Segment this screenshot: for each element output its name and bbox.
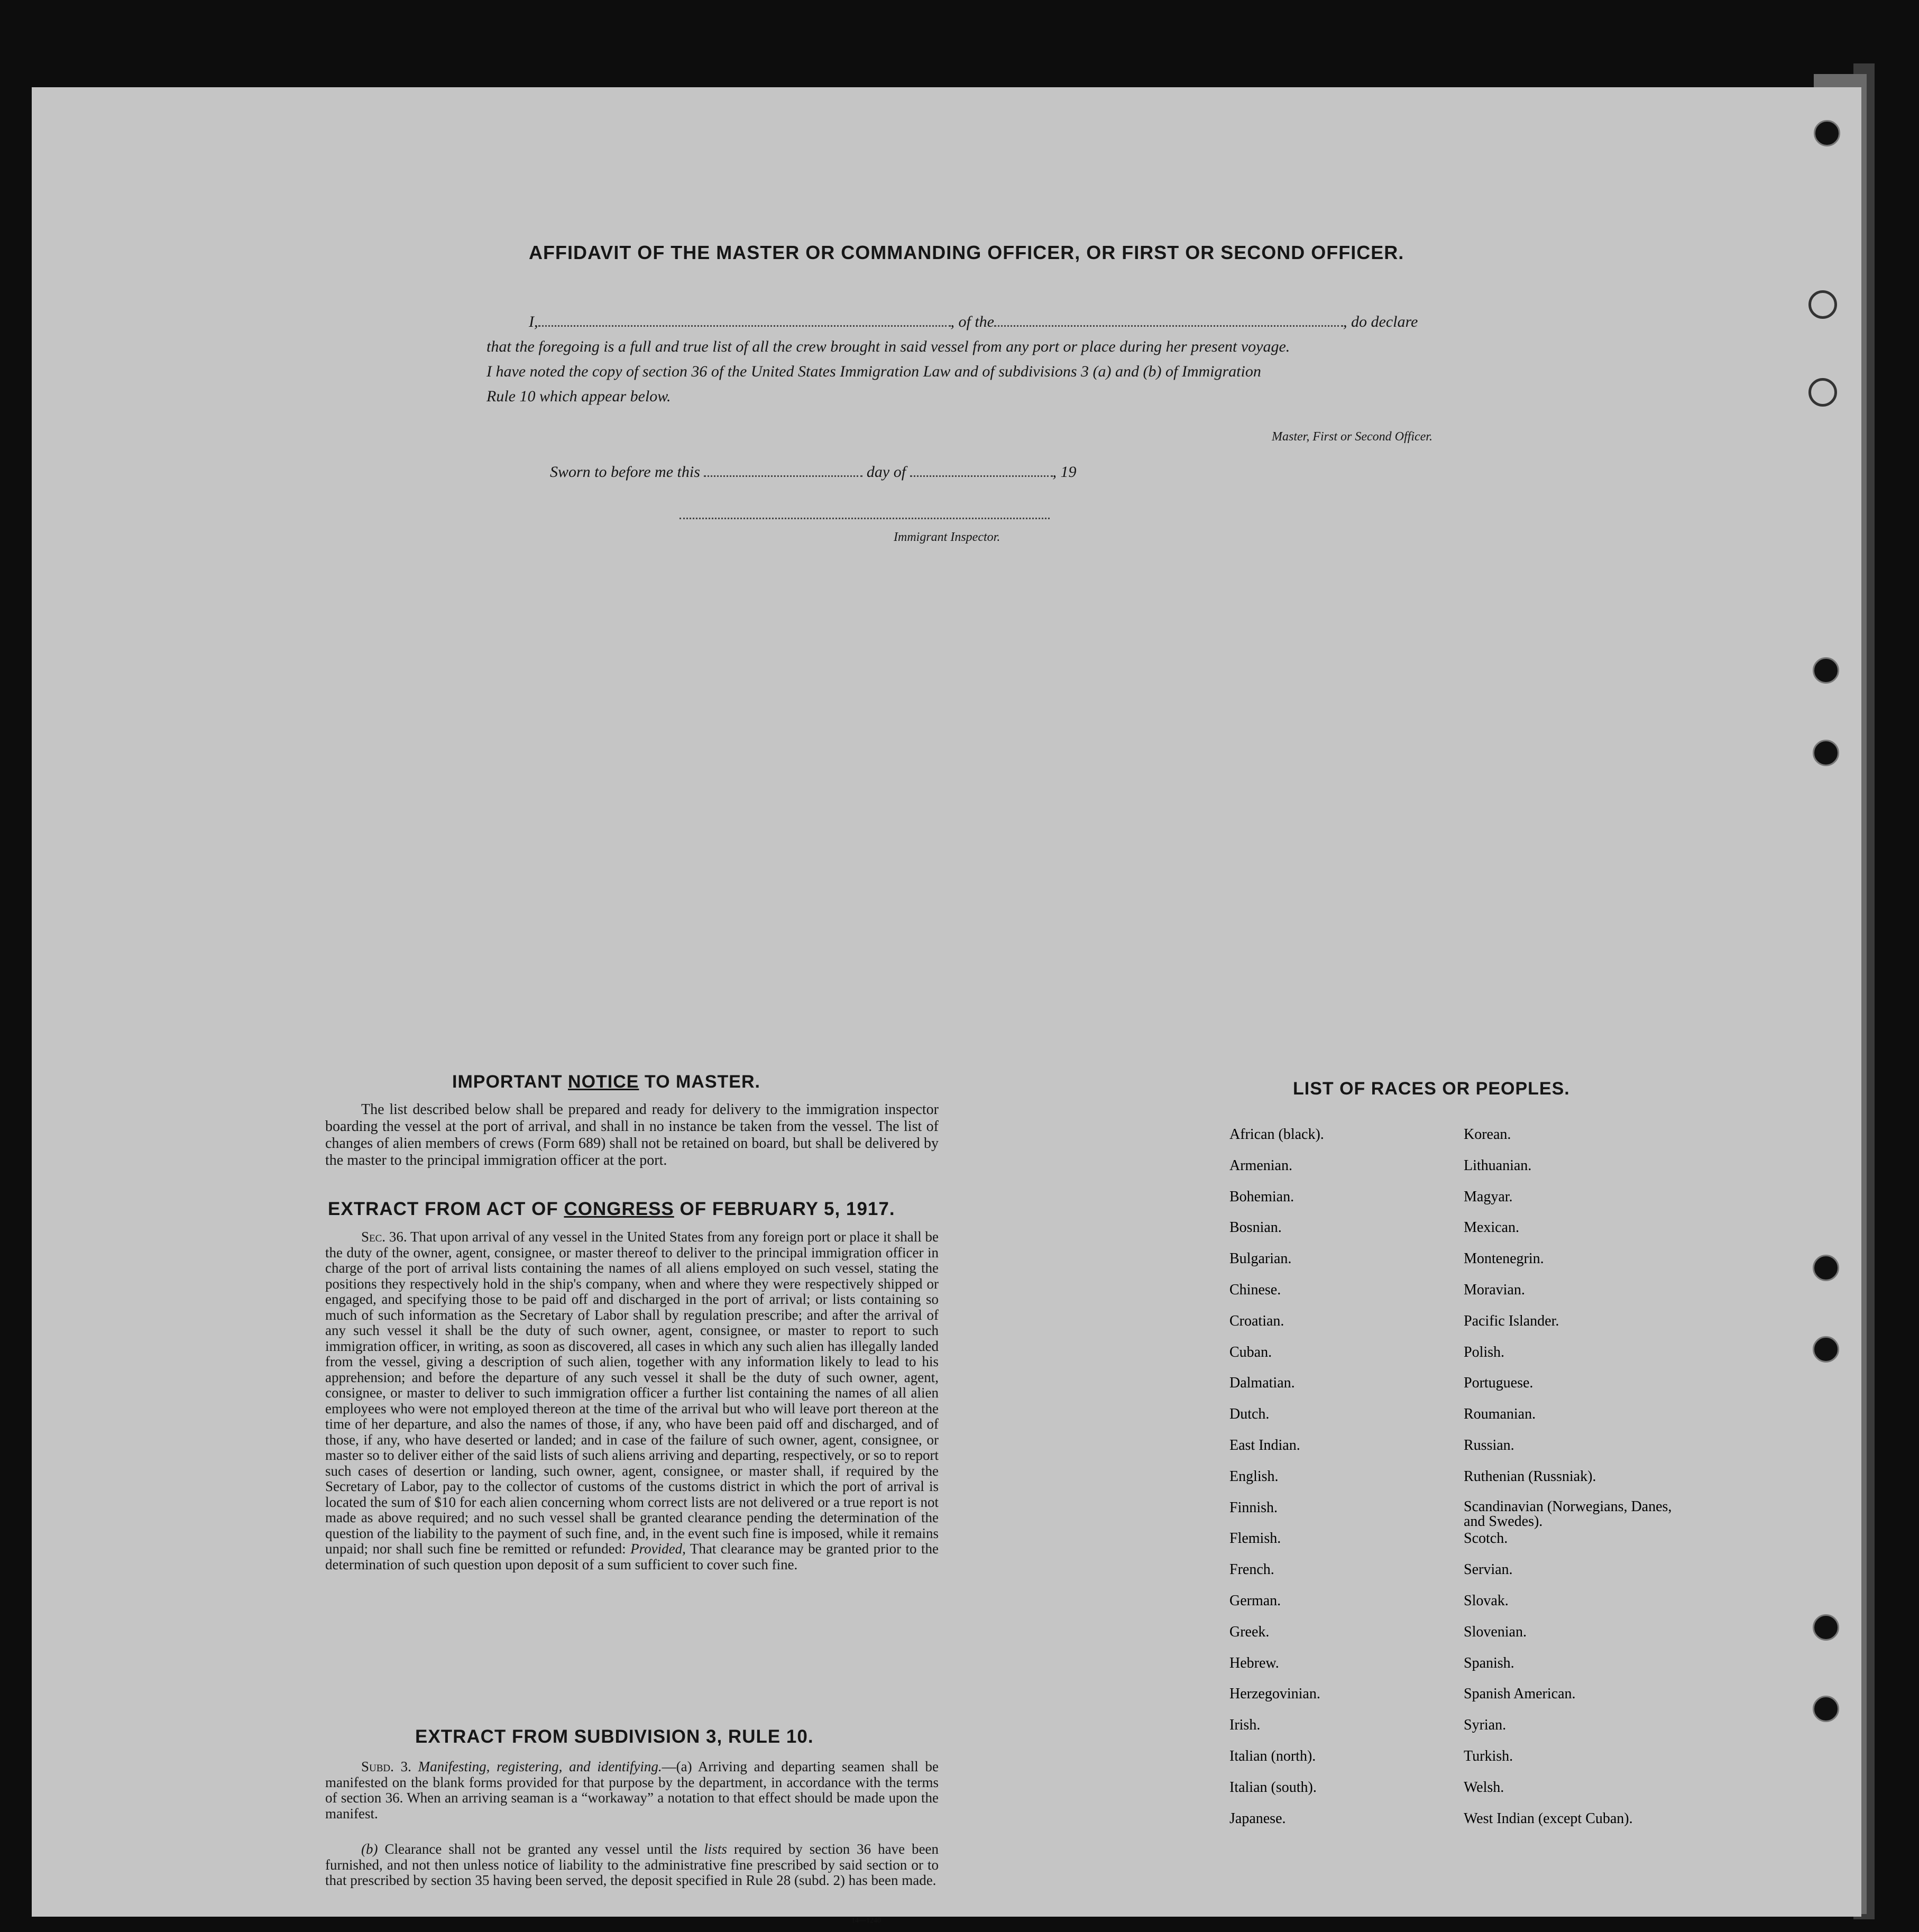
affidavit-line-1: I, , of the , do declare [529,313,1418,330]
race-item: Cuban. [1229,1344,1272,1360]
race-item: Korean. [1464,1126,1511,1143]
race-item: Ruthenian (Russniak). [1464,1468,1596,1485]
race-item: Lithuanian. [1464,1157,1532,1174]
affidavit-line-3: I have noted the copy of section 36 of the United States Immigration Law and of subdivisions 3 (a) and (b) of Immigration [486,363,1261,380]
race-item: Mexican. [1464,1219,1519,1236]
race-item: Dutch. [1229,1406,1270,1423]
sworn-line: Sworn to before me this day of , 19 [550,463,1077,481]
notice-body: The list described below shall be prepared and ready for delivery to the immigration inspector boarding the vessel at the port of arrival, and shall in no instance be taken from the vessel. The list of changes of alien members of crews (Form 689) shall not be retained on board, but shall be delivered by the master to the principal immigration officer at the port. [325,1101,939,1169]
affidavit-line-4: Rule 10 which appear below. [486,388,671,405]
race-item: German. [1229,1592,1281,1609]
race-item: Japanese. [1229,1810,1286,1827]
manifest-page [32,87,1861,1925]
binder-hole [1813,1696,1839,1722]
race-item: Bosnian. [1229,1219,1282,1236]
binder-hole [1813,1255,1839,1281]
race-item: Slovak. [1464,1592,1509,1609]
race-item: Chinese. [1229,1281,1281,1298]
inspector-signature-line[interactable] [680,517,1050,519]
form-number: 14—1240 [851,1917,881,1925]
races-column-a [1229,1126,1452,1841]
race-item: Portuguese. [1464,1375,1534,1392]
race-item: Italian (south). [1229,1779,1317,1796]
races-column-b [1464,1126,1686,1841]
binder-hole [1813,1614,1839,1641]
race-item: Spanish. [1464,1654,1514,1671]
inspector-label: Immigrant Inspector. [894,530,1000,544]
race-item: Dalmatian. [1229,1375,1295,1392]
affidavit-title: AFFIDAVIT OF THE MASTER OR COMMANDING OFFICER, OR FIRST OR SECOND OFFICER. [529,242,1404,263]
bleed-through-heading [328,167,1608,202]
binder-hole [1813,740,1839,766]
race-item: Spanish American. [1464,1686,1576,1703]
name-blank[interactable] [538,312,951,327]
race-item: Russian. [1464,1437,1514,1453]
race-item: Bulgarian. [1229,1250,1292,1267]
race-item: Pacific Islander. [1464,1312,1559,1329]
race-item: Welsh. [1464,1779,1504,1796]
signature-label: Master, First or Second Officer. [1272,430,1433,444]
race-item: Roumanian. [1464,1406,1536,1423]
rule-extract-title: EXTRACT FROM SUBDIVISION 3, RULE 10. [415,1726,814,1747]
notice-title: IMPORTANT NOTICE TO MASTER. [452,1072,760,1092]
race-item: Slovenian. [1464,1623,1527,1640]
race-item: Flemish. [1229,1530,1281,1547]
act-extract-title: EXTRACT FROM ACT OF CONGRESS OF FEBRUARY 5, 1917. [328,1199,895,1219]
race-item: Finnish. [1229,1499,1278,1516]
sworn-month-blank[interactable] [910,463,1053,477]
race-item: Scotch. [1464,1530,1508,1547]
race-item: Turkish. [1464,1747,1513,1764]
race-item: Armenian. [1229,1157,1292,1174]
subdivision-3a-text: Subd. 3. Manifesting, registering, and identifying.—(a) Arriving and departing seamen shall be manifested on the blank forms provided for that purpose by the department, in accordance with the terms of section 36. When an arriving seaman is a “workaway” a notation to that effect should be made upon the manifest. [325,1759,939,1821]
binder-hole [1808,378,1837,407]
sworn-day-blank[interactable] [704,463,862,477]
race-item: Magyar. [1464,1188,1513,1205]
race-item: Montenegrin. [1464,1250,1544,1267]
binder-hole [1808,290,1837,319]
race-item: Croatian. [1229,1312,1284,1329]
affidavit-body [486,309,1507,409]
race-item: Servian. [1464,1561,1513,1578]
binder-hole [1813,1336,1839,1363]
race-item: West Indian (except Cuban). [1464,1810,1633,1827]
race-item: Bohemian. [1229,1188,1294,1205]
affidavit-line-2: that the foregoing is a full and true list of all the crew brought in said vessel from any port or place during her present voyage. [486,338,1290,355]
race-item: Syrian. [1464,1717,1507,1734]
race-item: Moravian. [1464,1281,1525,1298]
section-36-text: Sec. 36. That upon arrival of any vessel in the United States from any foreign port or place it shall be the duty of the owner, agent, consignee, or master thereof to deliver to the principal immigration officer in charge of the port of arrival lists containing the names of all aliens employed on such vessel, stating the positions they respectively hold in the ship's company, when and where they were respectively shipped or engaged, and specifying those to be paid off and discharged in the port of arrival; or lists containing so much of such information as the Secretary of Labor shall by regulation prescribe; and after the arrival of any such vessel it shall be the duty of such owner, agent, consignee, or master to report to such immigration officer, in writing, as soon as discovered, all cases in which any such alien has illegally landed from the vessel, giving a description of such alien, together with any information likely to lead to his apprehension; and before the departure of any such vessel it shall be the duty of such owner, agent, consignee, or master to deliver to such immigration officer a further list containing the names of all alien employees who were not employed thereon at the time of the arrival but who will leave port thereon at the time of her departure, and also the names of those, if any, who have been paid off and discharged, and of those, if any, who have deserted or landed; and in case of the failure of such owner, agent, consignee, or master so to deliver either of the said lists of such aliens arriving and departing, respectively, or so to report such cases of desertion or landing, such owner, agent, consignee, or master shall, if required by the Secretary of Labor, pay to the collector of customs of the customs district in which the port of arrival is located the sum of $10 for each alien concerning whom correct lists are not delivered or a true report is not made as above required; and no such vessel shall be granted clearance pending the determination of the question of the liability to the payment of such fine, and, in the event such fine is imposed, while it remains unpaid; nor shall such fine be remitted or refunded: Provided, That clearance may be granted prior to the determination of such question upon deposit of a sum sufficient to cover such fine. [325,1229,939,1572]
race-item: East Indian. [1229,1437,1300,1453]
race-item: English. [1229,1468,1279,1485]
race-item: French. [1229,1561,1274,1578]
race-item: Irish. [1229,1717,1261,1734]
race-item: Scandinavian (Norwegians, Danes, and Swedes). [1464,1498,1672,1530]
race-item: Polish. [1464,1344,1505,1360]
binder-hole [1813,657,1839,684]
race-item: African (black). [1229,1126,1324,1143]
race-item: Greek. [1229,1623,1270,1640]
races-list-title: LIST OF RACES OR PEOPLES. [1293,1079,1570,1099]
race-item: Hebrew. [1229,1654,1279,1671]
binder-hole [1814,120,1840,146]
race-item: Italian (north). [1229,1747,1316,1764]
race-item: Herzegovinian. [1229,1686,1320,1703]
subdivision-3b-text: (b) Clearance shall not be granted any vessel until the lists required by section 36 have been furnished, and not then unless notice of liability to the administrative fine prescribed by said section or to that prescribed by section 35 having been served, the deposit specified in Rule 28 (subd. 2) has been made. [325,1841,939,1888]
vessel-blank[interactable] [994,312,1343,327]
